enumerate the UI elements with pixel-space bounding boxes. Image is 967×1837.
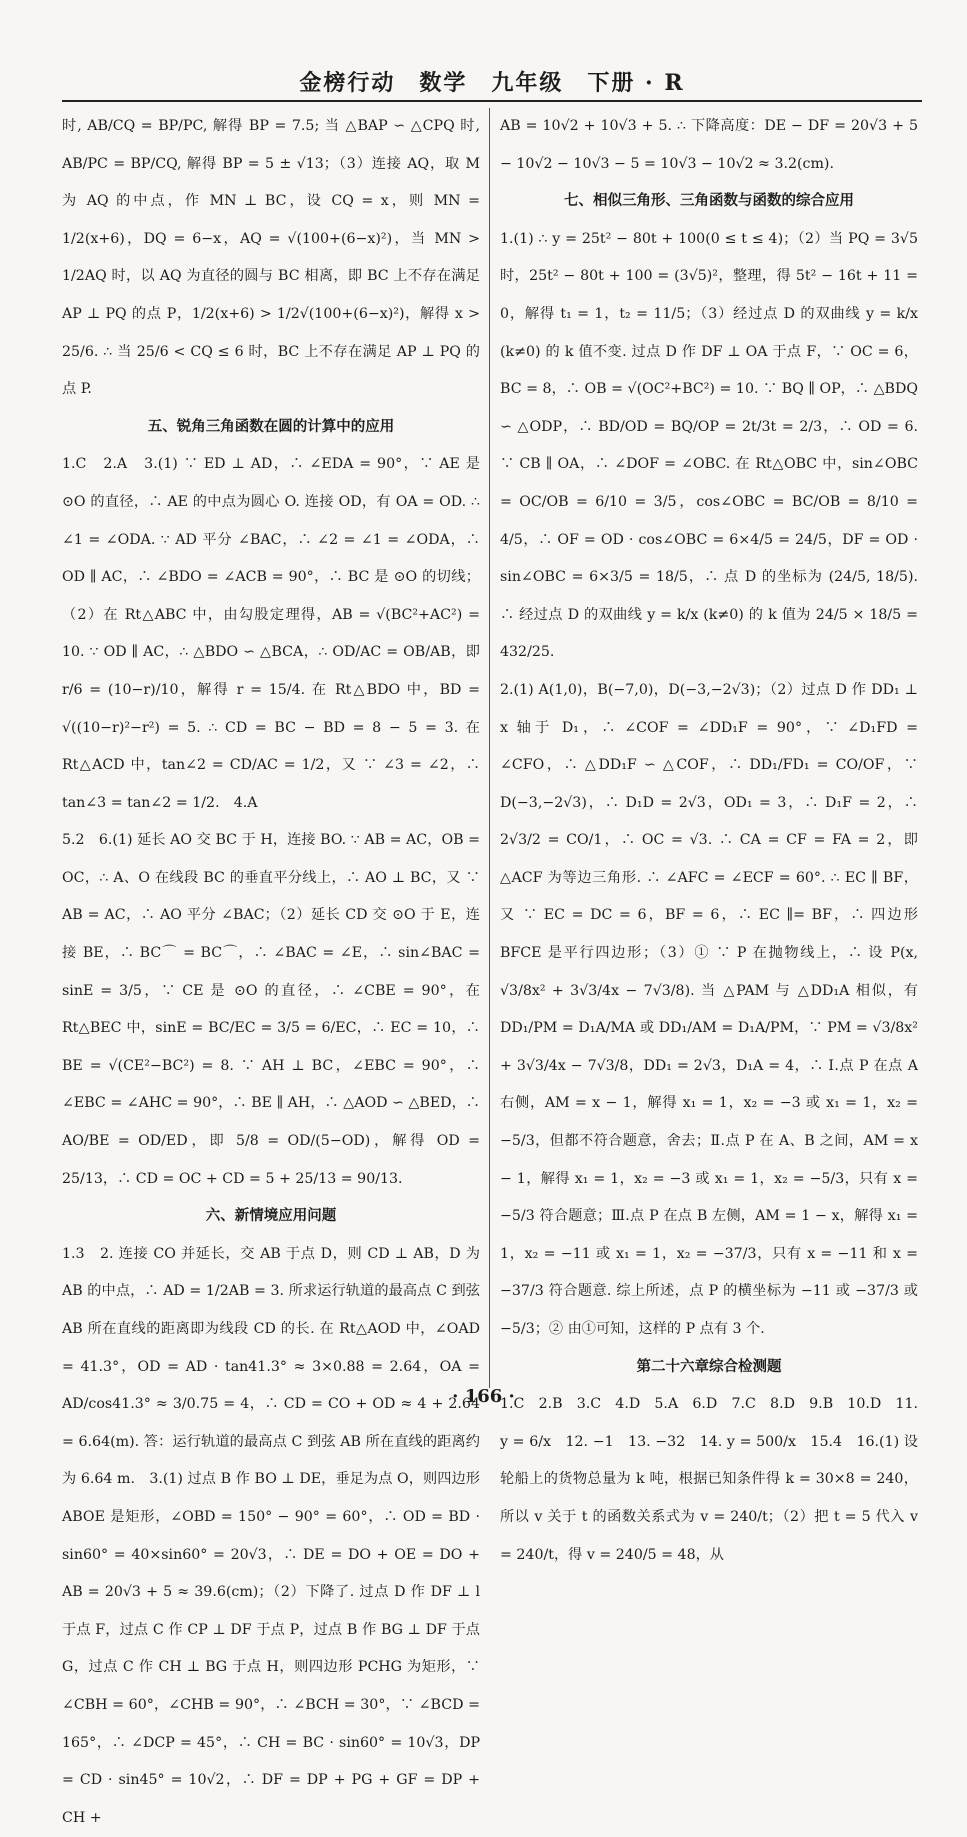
left-column <box>62 108 480 1826</box>
left-paragraph-3: 5.2 6.(1) 延长 AO 交 BC 于 H，连接 BO. ∵ AB = AC，OB = OC，∴ A、O 在线段 BC 的垂直平分线上，∴ AO ⊥ BC，又 ∵ AB = AC，∴ AO 平分 ∠BAC；（2）延长 CD 交 ⊙O 于 E，连接 BE，∴ BC⌒ = BC⌒，∴ ∠BAC = ∠E，∴ sin∠BAC = sinE = 3/5，∵ CE 是 ⊙O 的直径，∴ ∠CBE = 90°，在 Rt△BEC 中，sinE = BC/EC = 3/5 = 6/EC，∴ EC = 10，∴ BE = √(CE²−BC²) = 8. ∵ AH ⊥ BC，∠EBC = 90°，∴ ∠EBC = ∠AHC = 90°，∴ BE ∥ AH，∴ △AOD ∽ △BED，∴ AO/BE = OD/ED，即 5/8 = OD/(5−OD)，解得 OD = 25/13，∴ CD = OC + CD = 5 + 25/13 = 90/13. <box>62 832 480 1187</box>
right-column <box>500 108 918 1563</box>
column-divider <box>489 108 490 1388</box>
left-paragraph-4: 1.3 2. 连接 CO 并延长，交 AB 于点 D，则 CD ⊥ AB，D 为 AB 的中点，∴ AD = 1/2AB = 3. 所求运行轨道的最高点 C 到弦 AB 所在直线的距离即为线段 CD 的长. 在 Rt△AOD 中，∠OAD = 41.3°，OD = AD · tan41.3° ≈ 3×0.88 = 2.64，OA = AD/cos41.3° ≈ 3/0.75 = 4，∴ CD = CO + OD ≈ 4 + 2.64 = 6.64(m). 答：运行轨道的最高点 C 到弦 AB 所在直线的距离约为 6.64 m. 3.(1) 过点 B 作 BO ⊥ DE，垂足为点 O，则四边形 ABOE 是矩形，∠OBD = 150° − 90° = 60°，∴ OD = BD · sin60° = 40×sin60° = 20√3，∴ DE = DO + OE = DO + AB = 20√3 + 5 ≈ 39.6(cm)；（2）下降了. 过点 D 作 DF ⊥ l 于点 F，过点 C 作 CP ⊥ DF 于点 P，过点 B 作 BG ⊥ DF 于点 G，过点 C 作 CH ⊥ BG 于点 H，则四边形 PCHG 为矩形，∵ ∠CBH = 60°，∠CHB = 90°，∴ ∠BCH = 30°，∵ ∠BCD = 165°，∴ ∠DCP = 45°，∴ CH = BC · sin60° = 10√3，DP = CD · sin45° = 10√2，∴ DF = DP + PG + GF = DP + CH + <box>62 1245 480 1826</box>
right-paragraph-3: 2.(1) A(1,0)，B(−7,0)，D(−3,−2√3)；（2）过点 D 作 DD₁ ⊥ x 轴于 D₁，∴ ∠COF = ∠DD₁F = 90°，∵ ∠D₁FD = ∠CFO，∴ △DD₁F ∽ △COF，∴ DD₁/FD₁ = CO/OF，∵ D(−3,−2√3)，∴ D₁D = 2√3，OD₁ = 3，∴ D₁F = 2，∴ 2√3/2 = CO/1，∴ OC = √3. ∴ CA = CF = FA = 2，即 △ACF 为等边三角形. ∴ ∠AFC = ∠ECF = 60°. ∴ EC ∥ BF，又 ∵ EC = DC = 6，BF = 6，∴ EC ∥= BF，∴ 四边形 BFCE 是平行四边形；（3）① ∵ P 在抛物线上，∴ 设 P(x, √3/8x² + 3√3/4x − 7√3/8). 当 △PAM 与 △DD₁A 相似，有 DD₁/PM = D₁A/MA 或 DD₁/AM = D₁A/PM，∵ PM = √3/8x² + 3√3/4x − 7√3/8，DD₁ = 2√3，D₁A = 4，∴ Ⅰ.点 P 在点 A 右侧，AM = x − 1，解得 x₁ = 1，x₂ = −3 或 x₁ = 1，x₂ = −5/3，但都不符合题意，舍去；Ⅱ.点 P 在 A、B 之间，AM = x − 1，解得 x₁ = 1，x₂ = −3 或 x₁ = 1，x₂ = −5/3，只有 x = −5/3 符合题意；Ⅲ.点 P 在点 B 左侧，AM = 1 − x，解得 x₁ = 1，x₂ = −11 或 x₁ = 1，x₂ = −37/3，只有 x = −11 和 x = −37/3 符合题意. 综上所述，点 P 的横坐标为 −11 或 −37/3 或 −5/3；② 由①可知，这样的 P 点有 3 个. <box>500 681 918 1337</box>
header-rule <box>62 100 922 102</box>
section-5-title: 五、锐角三角函数在圆的计算中的应用 <box>147 418 395 435</box>
left-paragraph-1: 时, AB/CQ = BP/PC, 解得 BP = 7.5; 当 △BAP ∽ △CPQ 时, AB/PC = BP/CQ, 解得 BP = 5 ± √13；（3）连接 AQ，取 M 为 AQ 的中点，作 MN ⊥ BC，设 CQ = x，则 MN = 1/2(x+6)，DQ = 6−x，AQ = √(100+(6−x)²)，当 MN > 1/2AQ 时，以 AQ 为直径的圆与 BC 相离，即 BC 上不存在满足 AP ⊥ PQ 的点 P，1/2(x+6) > 1/2√(100+(6−x)²)，解得 x > 25/6. ∴ 当 25/6 < CQ ≤ 6 时，BC 上不存在满足 AP ⊥ PQ 的点 P. <box>62 118 480 398</box>
section-7-title: 七、相似三角形、三角函数与函数的综合应用 <box>564 193 854 210</box>
page-header: 金榜行动 数学 九年级 下册 · R <box>299 70 685 96</box>
right-paragraph-4: 1.C 2.B 3.C 4.D 5.A 6.D 7.C 8.D 9.B 10.D 11. y = 6/x 12. −1 13. −32 14. y = 500/x 15.4 16.(1) 设轮船上的货物总量为 k 吨，根据已知条件得 k = 30×8 = 240，所以 v 关于 t 的函数关系式为 v = 240/t；（2）把 t = 5 代入 v = 240/t，得 v = 240/5 = 48，从 <box>500 1396 918 1563</box>
section-6-title: 六、新情境应用问题 <box>205 1208 337 1225</box>
chapter-26-test-title: 第二十六章综合检测题 <box>636 1358 782 1375</box>
left-paragraph-2: 1.C 2.A 3.(1) ∵ ED ⊥ AD，∴ ∠EDA = 90°，∵ AE 是 ⊙O 的直径，∴ AE 的中点为圆心 O. 连接 OD，有 OA = OD. ∴ ∠1 = ∠ODA. ∵ AD 平分 ∠BAC，∴ ∠2 = ∠1 = ∠ODA，∴ OD ∥ AC，∴ ∠BDO = ∠ACB = 90°，∴ BC 是 ⊙O 的切线；（2）在 Rt△ABC 中，由勾股定理得，AB = √(BC²+AC²) = 10. ∵ OD ∥ AC，∴ △BDO ∽ △BCA，∴ OD/AC = OB/AB，即 r/6 = (10−r)/10，解得 r = 15/4. 在 Rt△BDO 中，BD = √((10−r)²−r²) = 5. ∴ CD = BC − BD = 8 − 5 = 3. 在 Rt△ACD 中，tan∠2 = CD/AC = 1/2，又 ∵ ∠3 = ∠2，∴ tan∠3 = tan∠2 = 1/2. 4.A <box>62 456 480 811</box>
right-paragraph-2: 1.(1) ∴ y = 25t² − 80t + 100(0 ≤ t ≤ 4)；（2）当 PQ = 3√5 时，25t² − 80t + 100 = (3√5)²，整理，得 5t² − 16t + 11 = 0，解得 t₁ = 1，t₂ = 11/5；（3）经过点 D 的双曲线 y = k/x (k≠0) 的 k 值不变. 过点 D 作 DF ⊥ OA 于点 F，∵ OC = 6，BC = 8，∴ OB = √(OC²+BC²) = 10. ∵ BQ ∥ OP，∴ △BDQ ∽ △ODP，∴ BD/OD = BQ/OP = 2t/3t = 2/3，∴ OD = 6. ∵ CB ∥ OA，∴ ∠DOF = ∠OBC. 在 Rt△OBC 中，sin∠OBC = OC/OB = 6/10 = 3/5，cos∠OBC = BC/OB = 8/10 = 4/5，∴ OF = OD · cos∠OBC = 6×4/5 = 24/5，DF = OD · sin∠OBC = 6×3/5 = 18/5，∴ 点 D 的坐标为 (24/5, 18/5). ∴ 经过点 D 的双曲线 y = k/x (k≠0) 的 k 值为 24/5 × 18/5 = 432/25. <box>500 230 918 661</box>
right-paragraph-1: AB = 10√2 + 10√3 + 5. ∴ 下降高度：DE − DF = 20√3 + 5 − 10√2 − 10√3 − 5 = 10√3 − 10√2 ≈ 3.2(cm). <box>500 118 918 172</box>
page-number: · 166 · <box>452 1386 515 1407</box>
